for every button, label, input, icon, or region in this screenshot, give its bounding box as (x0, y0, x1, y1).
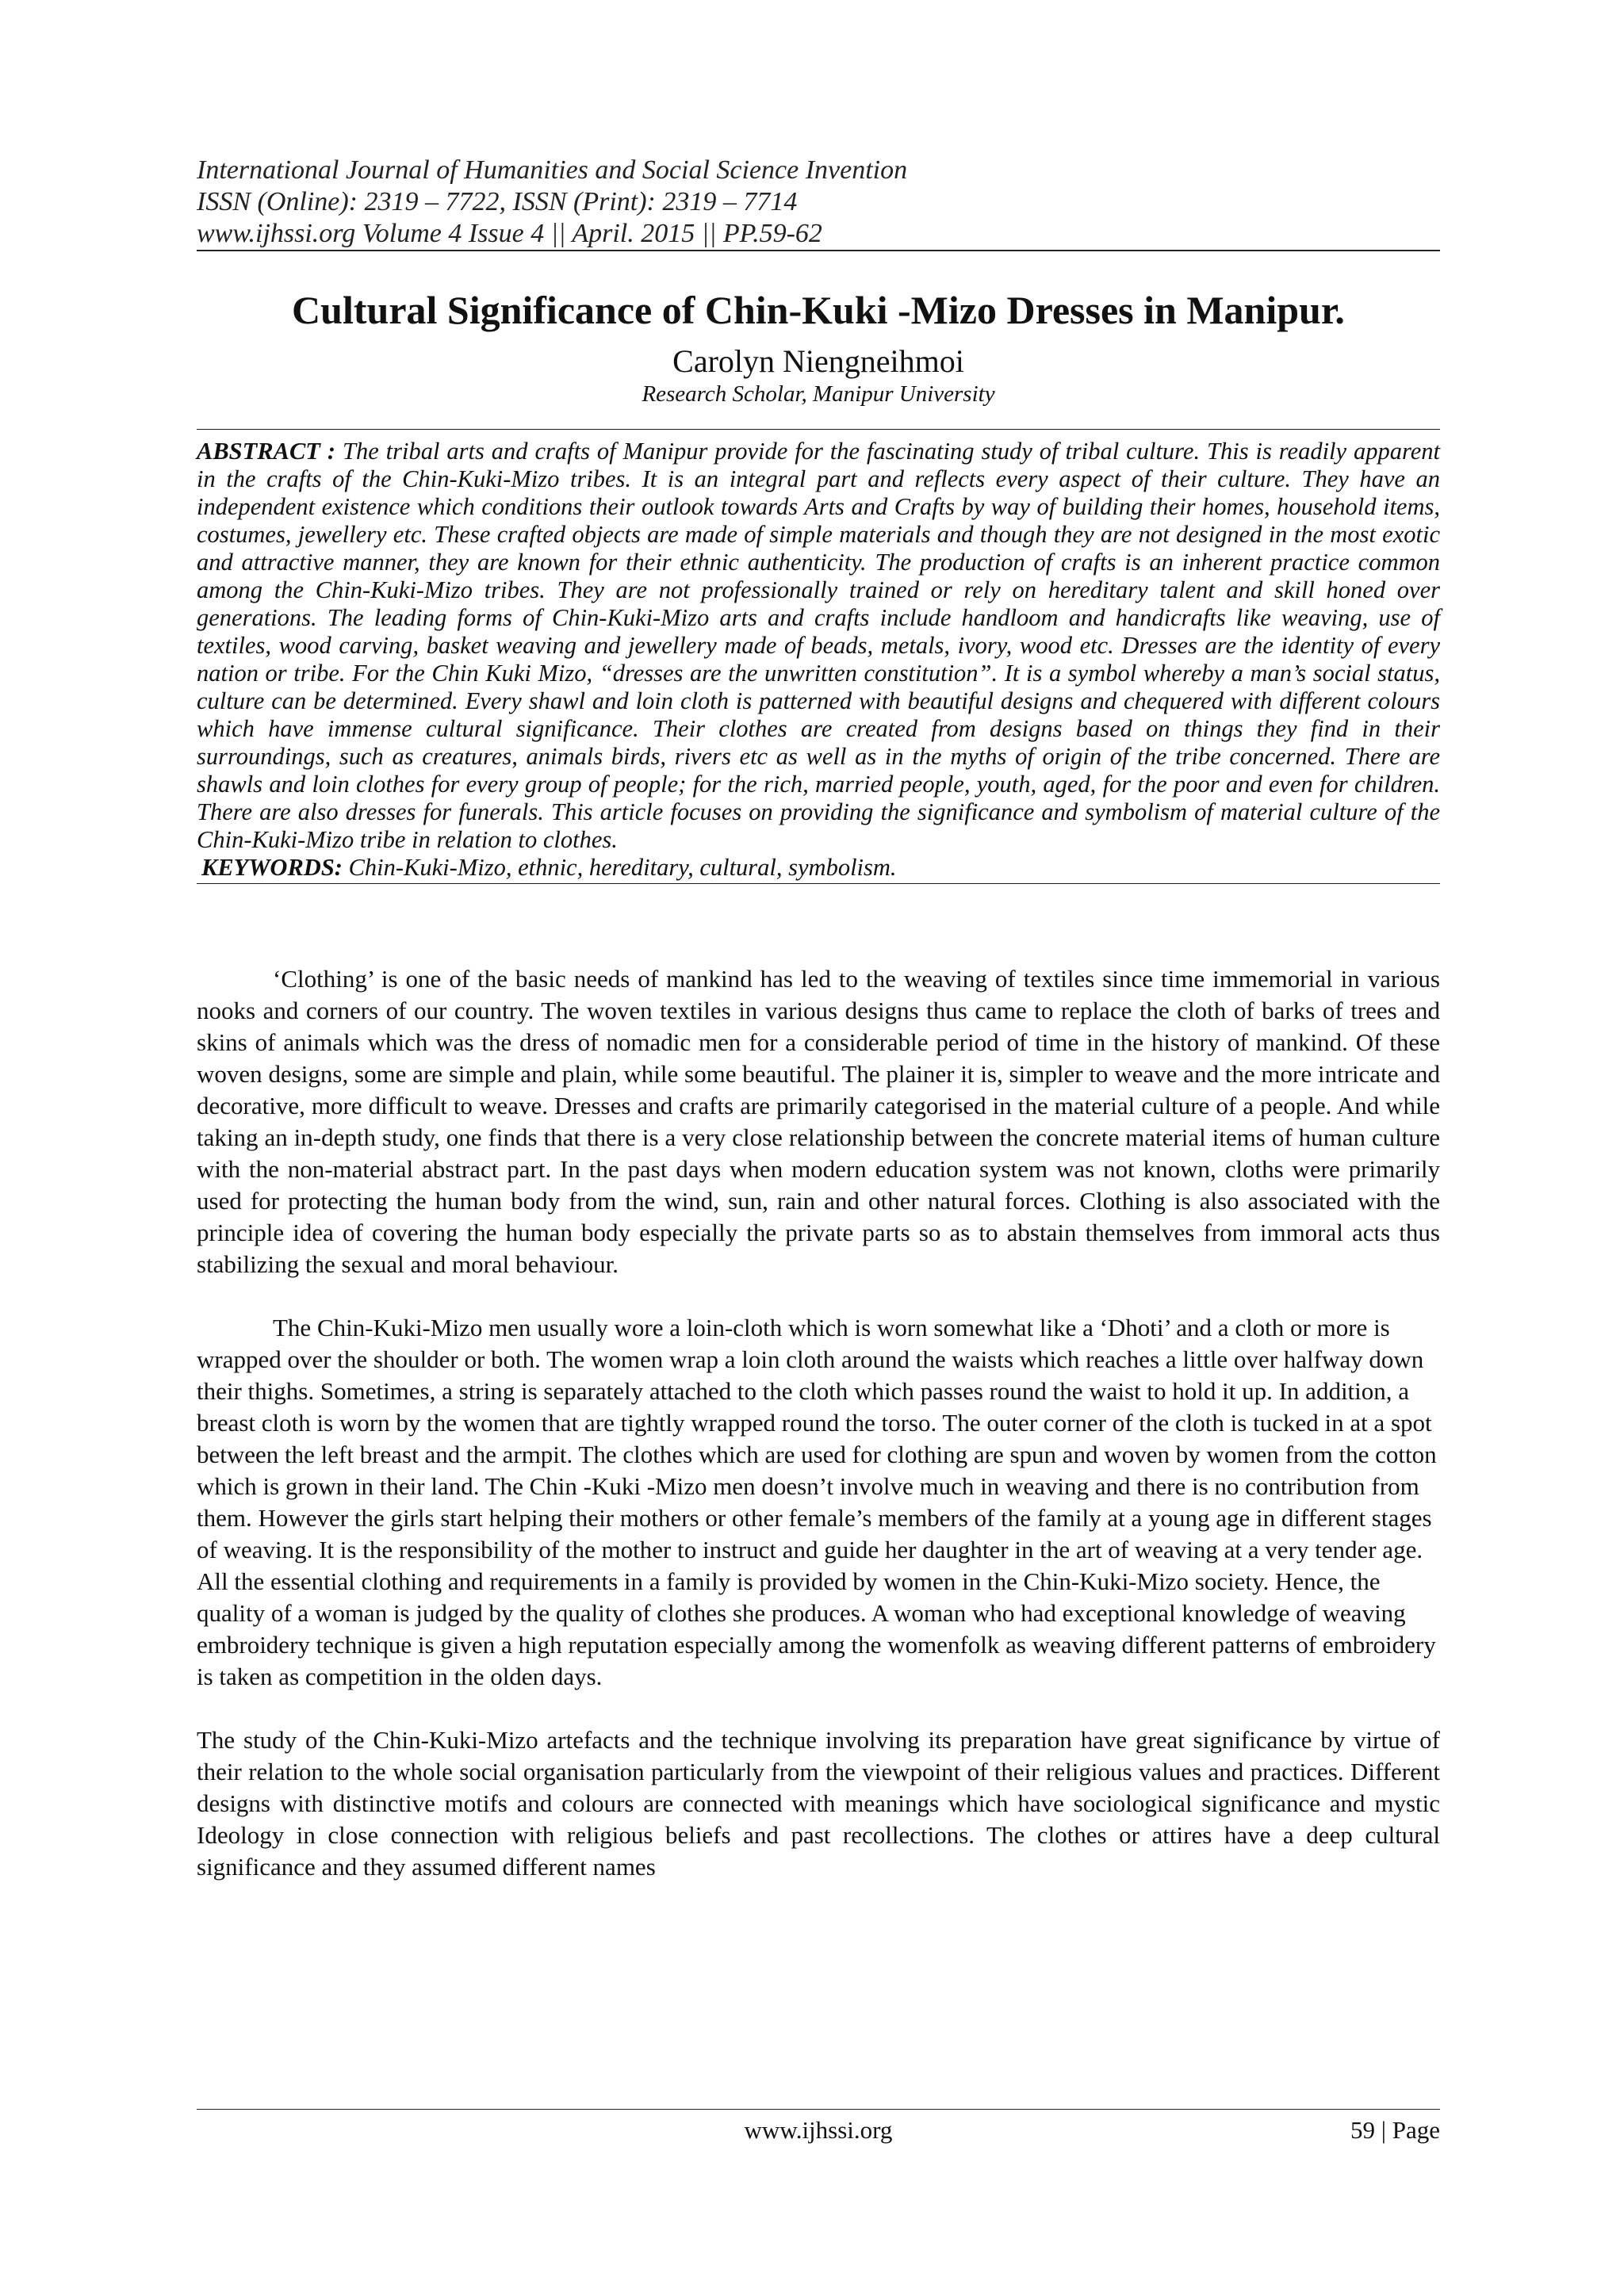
body-paragraph-2: The Chin-Kuki-Mizo men usually wore a loin-cloth which is worn somewhat like a ‘Dhoti’ and a cloth or more is wrapped over the shoulder or both. The women wrap a loin cloth around the waists which reaches a little over halfway down their thighs. Sometimes, a string is separately attached to the cloth which passes round the waist to hold it up. In addition, a breast cloth is worn by the women that are tightly wrapped round the torso. The outer corner of the cloth is tucked in at a spot between the left breast and the armpit. The clothes which are used for clothing are spun and woven by women from the cotton which is grown in their land. The Chin -Kuki -Mizo men doesn’t involve much in weaving and there is no contribution from them. However the girls start helping their mothers or other female’s members of the family at a young age in different stages of weaving. It is the responsibility of the mother to instruct and guide her daughter in the art of weaving at a very tender age. All the essential clothing and requirements in a family is provided by women in the Chin-Kuki-Mizo society. Hence, the quality of a woman is judged by the quality of clothes she produces. A woman who had exceptional knowledge of weaving embroidery technique is given a high reputation especially among the womenfolk as weaving different patterns of embroidery is taken as competition in the olden days. (197, 1314, 1437, 1690)
journal-name: International Journal of Humanities and Social Science Invention (197, 155, 908, 185)
journal-issn: ISSN (Online): 2319 – 7722, ISSN (Print): 2319 – 7714 (197, 187, 798, 216)
journal-volume: www.ijhssi.org Volume 4 Issue 4 || April. 2015 || PP.59-62 (197, 219, 822, 248)
header-rule (197, 250, 1440, 251)
keywords-label: KEYWORDS: (201, 854, 343, 881)
keywords (201, 854, 1440, 882)
keywords-text: Chin-Kuki-Mizo, ethnic, hereditary, cultural, symbolism. (342, 854, 897, 881)
footer-url: www.ijhssi.org (744, 2116, 893, 2144)
author-name: Carolyn Niengneihmoi (672, 343, 964, 379)
body-paragraph-3: The study of the Chin-Kuki-Mizo artefacts and the technique involving its preparation have great significance by virtue of their relation to the whole social organisation particularly from the viewpoint of their religious values and practices. Different designs with distinctive motifs and colours are connected with meanings which have sociological significance and mystic Ideology in close connection with religious beliefs and past recollections. The clothes or attires have a deep cultural significance and they assumed different names (197, 1726, 1440, 1881)
article-title: Cultural Significance of Chin-Kuki -Mizo Dresses in Manipur. (292, 288, 1345, 332)
footer-rule (197, 2109, 1440, 2110)
journal-header (197, 155, 1440, 250)
abstract-text: The tribal arts and crafts of Manipur provide for the fascinating study of tribal culture. This is readily apparent in the crafts of the Chin-Kuki-Mizo tribes. It is an integral part and reflects every aspect of their culture. They have an independent existence which conditions their outlook towards Arts and Crafts by way of building their homes, household items, costumes, jewellery etc. These crafted objects are made of simple materials and though they are not designed in the most exotic and attractive manner, they are known for their ethnic authenticity. The production of crafts is an inherent practice common among the Chin-Kuki-Mizo tribes. They are not professionally trained or rely on hereditary talent and skill honed over generations. The leading forms of Chin-Kuki-Mizo arts and crafts include handloom and handicrafts like weaving, use of textiles, wood carving, basket weaving and jewellery made of beads, metals, ivory, wood etc. Dresses are the identity of every nation or tribe. For the Chin Kuki Mizo, “dresses are the unwritten constitution”. It is a symbol whereby a man’s social status, culture can be determined. Every shawl and loin cloth is patterned with beautiful designs and chequered with different colours which have immense cultural significance. Their clothes are created from designs based on things they find in their surroundings, such as creatures, animals birds, rivers etc as well as in the myths of origin of the tribe concerned. There are shawls and loin clothes for every group of people; for the rich, married people, youth, aged, for the poor and even for children. There are also dresses for funerals. This article focuses on providing the significance and symbolism of material culture of the Chin-Kuki-Mizo tribe in relation to clothes. (197, 438, 1440, 853)
page-footer (197, 2109, 1440, 2154)
abstract-label: ABSTRACT : (197, 438, 336, 465)
body-paragraph-1: ‘Clothing’ is one of the basic needs of mankind has led to the weaving of textiles since time immemorial in various nooks and corners of our country. The woven textiles in various designs thus came to replace the cloth of barks of trees and skins of animals which was the dress of nomadic men for a considerable period of time in the history of mankind. Of these woven designs, some are simple and plain, while some beautiful. The plainer it is, simpler to weave and the more intricate and decorative, more difficult to weave. Dresses and crafts are primarily categorised in the material culture of a people. And while taking an in-depth study, one finds that there is a very close relationship between the concrete material items of human culture with the non-material abstract part. In the past days when modern education system was not known, cloths were primarily used for protecting the human body from the wind, sun, rain and other natural forces. Clothing is also associated with the principle idea of covering the human body especially the private parts so as to abstain themselves from immoral acts thus stabilizing the sexual and moral behaviour. (197, 965, 1440, 1278)
footer-page-number: 59 | Page (1350, 2116, 1440, 2144)
page (197, 155, 1440, 1883)
abstract (197, 438, 1440, 854)
abstract-bottom-rule (197, 883, 1440, 884)
abstract-box (197, 429, 1440, 884)
footer-row (197, 2114, 1440, 2154)
author-affiliation: Research Scholar, Manipur University (642, 381, 995, 407)
abstract-top-rule (197, 429, 1440, 430)
